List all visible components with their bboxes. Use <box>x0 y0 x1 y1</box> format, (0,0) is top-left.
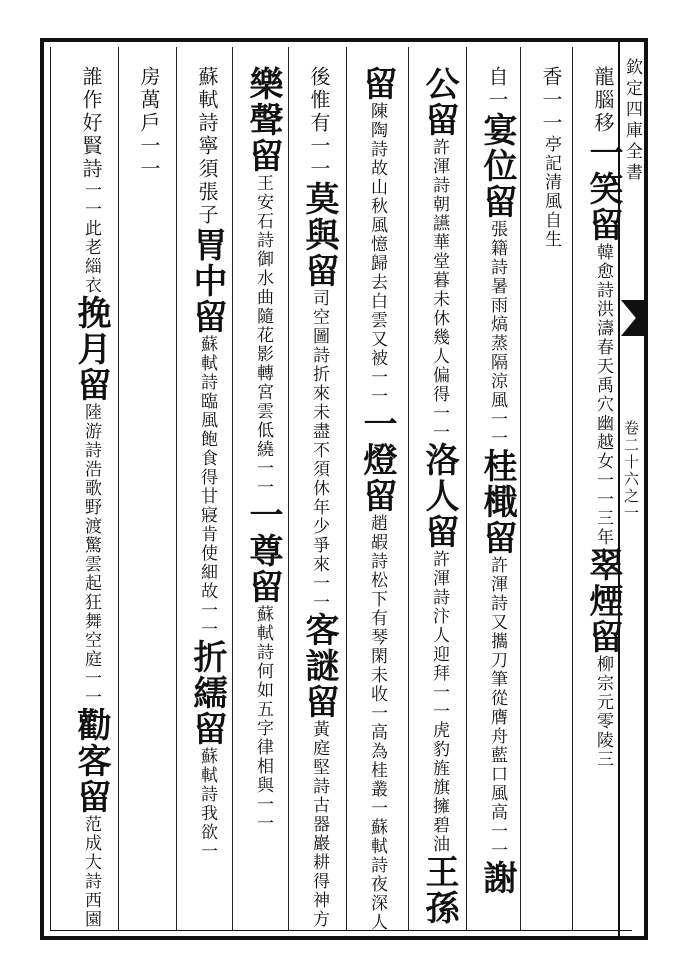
annotation-note: 王安石詩御水曲隨花 <box>253 174 273 345</box>
body-text: 香一一 <box>539 66 563 135</box>
annotation-note: 韓愈詩洪濤春天禹穴 <box>593 243 613 414</box>
text-column <box>468 66 526 934</box>
annotation-note: 趙嘏詩松下有琴閑未收一 <box>367 514 387 723</box>
entry-title: 王孫 <box>419 854 459 926</box>
annotation-note: 虎豹旌旗擁碧油 <box>429 721 449 854</box>
text-column <box>120 66 178 934</box>
body-text: 後惟有一一 <box>307 66 331 181</box>
column-rule <box>408 47 409 931</box>
annotation-note: 寢肯使細故一一 <box>197 506 217 639</box>
body-text: 自一 <box>485 66 509 112</box>
body-text: 龍腦移 <box>591 66 615 135</box>
annotation-note: 亭記清風自生 <box>541 135 561 249</box>
annotation-note: 陸游詩浩歌野渡驚雲 <box>81 403 101 574</box>
entry-title: 挽月留 <box>71 295 111 403</box>
entry-title: 一燈留 <box>357 406 397 514</box>
annotation-note: 司空圖詩折來未盡不 <box>309 289 329 460</box>
annotation-note: 律相與一一 <box>253 738 273 833</box>
annotation-note: 張籍詩暑雨熇蒸 <box>487 220 507 353</box>
body-text: 誰作好賢詩 <box>79 66 103 181</box>
annotation-note: 影轉宮雲低繞一一 <box>253 345 273 497</box>
text-column <box>234 66 292 934</box>
entry-title: 桂檝留 <box>477 448 517 556</box>
text-column <box>574 66 632 934</box>
entry-title: 宴位留 <box>477 112 517 220</box>
annotation-note: 黃庭堅詩古器巖耕 <box>309 720 329 872</box>
annotation-note: 舟藍口風高一一 <box>487 727 507 860</box>
annotation-note: 陳陶詩故山秋風憶歸 <box>367 102 387 273</box>
annotation-note: 去白雲又被一一 <box>367 273 387 406</box>
annotation-note: 起狂舞空庭一一 <box>81 574 101 707</box>
entry-title: 公留 <box>419 66 459 138</box>
annotation-note: 一一此老緇衣 <box>81 181 101 295</box>
annotation-note: 范成大詩 <box>81 815 101 891</box>
annotation-note: 我欲一 <box>197 804 217 861</box>
annotation-note: 西園 <box>81 891 101 929</box>
annotation-note: 蘇軾詩何如五字 <box>253 605 273 738</box>
text-column <box>62 66 120 934</box>
entry-title: 樂聲留 <box>243 66 283 174</box>
annotation-note: 休幾人偏得一一 <box>429 309 449 442</box>
entry-title: 洛人留 <box>419 442 459 550</box>
text-column <box>178 66 236 934</box>
entry-title: 勸客留 <box>71 707 111 815</box>
entry-title: 一笑留 <box>583 135 623 243</box>
annotation-note: 柳宗元零陵三 <box>593 655 613 769</box>
entry-title: 胃中留 <box>187 227 227 335</box>
body-text: 蘇軾詩寧須張子 <box>195 66 219 227</box>
text-column <box>290 66 348 934</box>
annotation-note: 蘇軾詩臨風飽食得甘 <box>197 335 217 506</box>
entry-title: 翠煙留 <box>583 547 623 655</box>
annotation-note: 蘇軾詩 <box>197 747 217 804</box>
annotation-note: 隔涼風一一 <box>487 353 507 448</box>
chapter-label: 卷二十六之一 <box>622 420 640 522</box>
annotation-note: 得神方 <box>309 872 329 929</box>
entry-title: 莫與留 <box>299 181 339 289</box>
entry-title: 留 <box>357 66 397 102</box>
entry-title: 謝 <box>477 860 517 896</box>
annotation-note: 許渾詩汴人迎拜一一 <box>429 550 449 721</box>
text-column <box>522 66 580 934</box>
entry-title: 客謎留 <box>299 612 339 720</box>
annotation-note: 高為桂叢一蘇軾詩夜深人 <box>367 723 387 932</box>
annotation-note: 許渾詩又攜刀筆從膺 <box>487 556 507 727</box>
body-text: 房萬戶一一 <box>137 66 161 181</box>
book-title: 欽定四庫全書 <box>622 58 642 184</box>
annotation-note: 許渾詩朝讌華堂暮未 <box>429 138 449 309</box>
annotation-note: 須休年少爭來一一 <box>309 460 329 612</box>
entry-title: 一尊留 <box>243 497 283 605</box>
text-column <box>348 66 406 934</box>
text-column <box>410 66 468 934</box>
entry-title: 折繻留 <box>187 639 227 747</box>
annotation-note: 幽越女一一三年 <box>593 414 613 547</box>
